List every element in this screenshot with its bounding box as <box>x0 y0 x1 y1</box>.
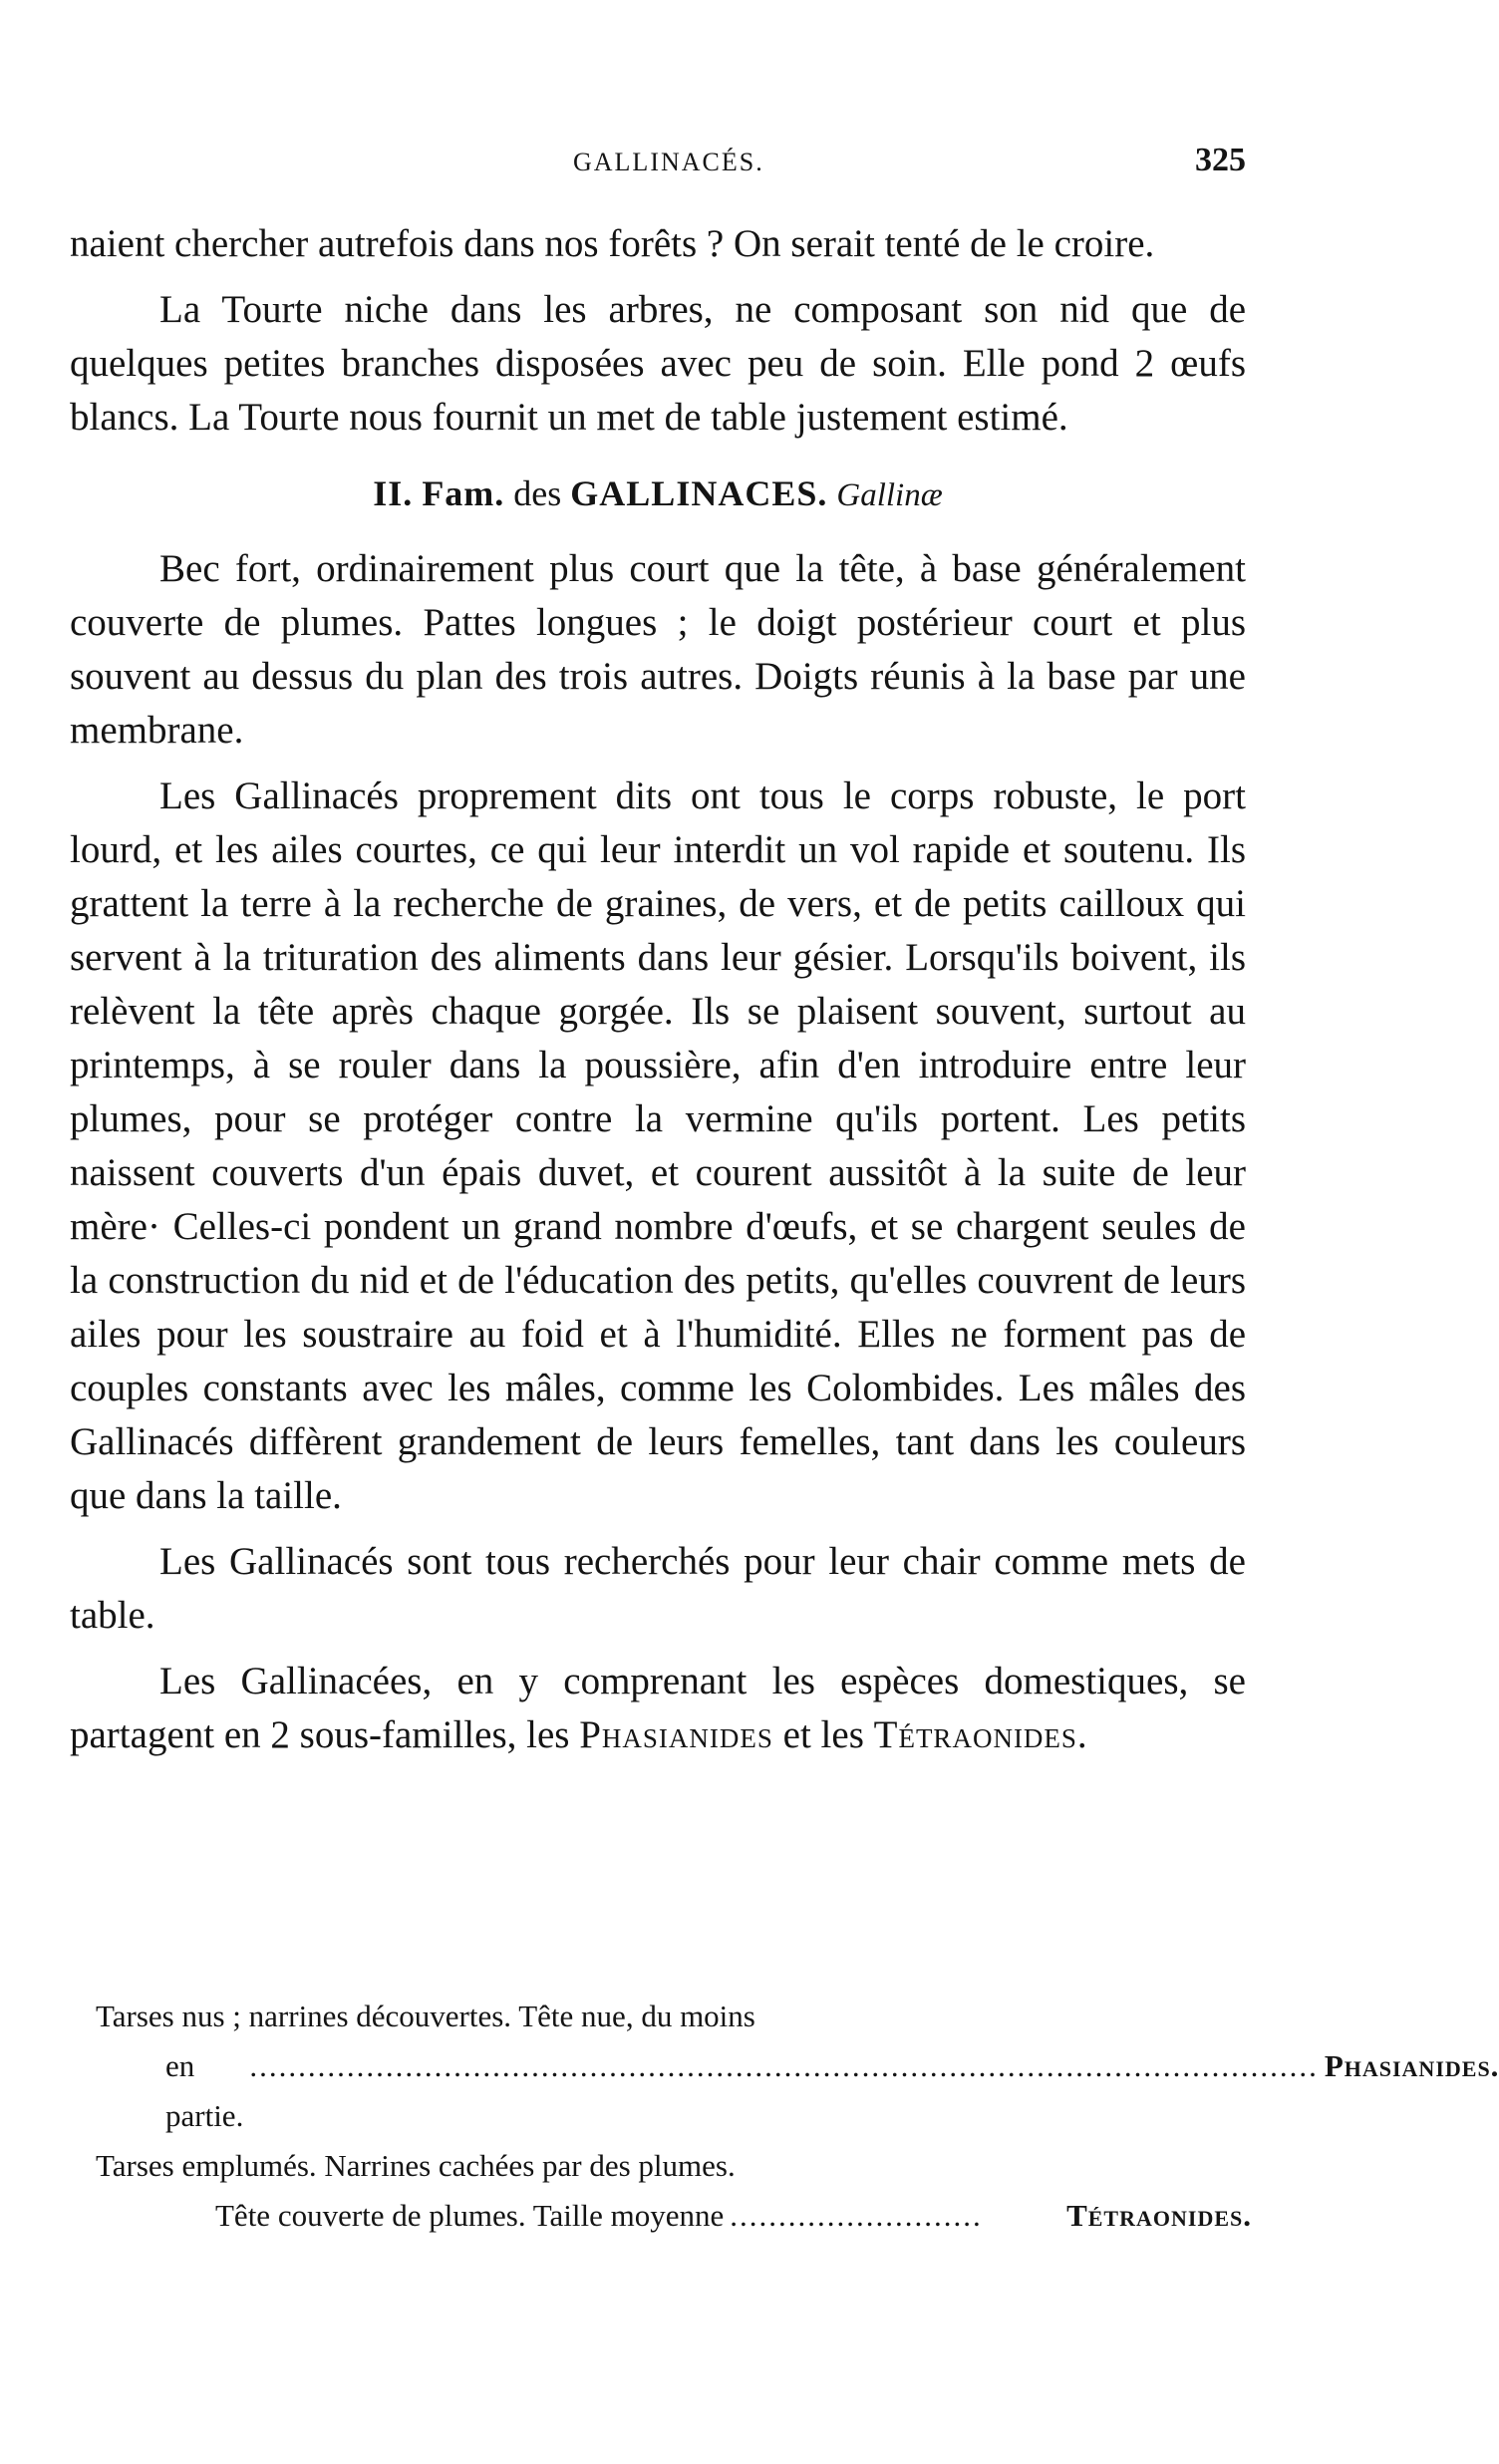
leader-dots: .......................... <box>730 2198 983 2233</box>
key-result-phasianides: Phasianides. <box>1324 2048 1499 2083</box>
subfamily-tetraonides: Tétraonides. <box>873 1713 1088 1756</box>
paragraph-subfamilies <box>70 1655 1246 1762</box>
paragraph-table-use: Les Gallinacés sont tous recherchés pour leur chair comme mets de table. <box>70 1540 1246 1637</box>
key-line-2-text: en partie. <box>165 2048 244 2133</box>
key-result-tetraonides: Tétraonides. <box>1066 2198 1252 2233</box>
key-line-4 <box>96 2191 1252 2241</box>
subfamilies-text-mid: et les <box>782 1713 864 1756</box>
section-heading <box>70 466 1246 522</box>
section-family-name: GALLINACES. <box>570 473 828 513</box>
key-line-3: Tarses emplumés. Narrines cachées par des plumes. <box>96 2148 736 2183</box>
paragraph-characteristics: Bec fort, ordinairement plus court que la tête, à base généralement couverte de plumes. Pattes longues ; le doigt postérieur court et plus souvent au dessus du plan des trois autres. Doigts réunis à la base par une membrane. <box>70 547 1246 752</box>
section-prefix: des <box>513 473 562 513</box>
section-latin-name: Gallinæ <box>836 477 943 513</box>
key-line-2 <box>96 2041 1499 2141</box>
paragraph-tourte-nesting: La Tourte niche dans les arbres, ne composant son nid que de quelques petites branches disposées avec peu de soin. Elle pond 2 œufs blancs. La Tourte nous fournit un met de table justement estimé. <box>70 288 1246 439</box>
running-head <box>70 142 1246 191</box>
paragraph-gallinaces-description: Les Gallinacés proprement dits ont tous le corps robuste, le port lourd, et les ailes courtes, ce qui leur interdit un vol rapide et soutenu. Ils grattent la terre à la recherche de graines, de vers, et de petits cailloux qui servent à la trituration des aliments dans leur gésier. Lorsqu'ils boivent, ils relèvent la tête après chaque gorgée. Ils se plaisent souvent, surtout au printemps, à se rouler dans la poussière, afin d'en introduire entre leur plumes, pour se protéger contre la vermine qu'ils portent. Les petits naissent couverts d'un épais duvet, et courent aussitôt à la suite de leur mère· Celles-ci pondent un grand nombre d'œufs, et se chargent seules de la construction du nid et de l'éducation des petits, qu'elles couvrent de leurs ailes pour les soustraire au foid et à l'humidité. Elles ne forment pas de couples constants avec les mâles, comme les Colombides. Les mâles des Gallinacés diffèrent grandement de leurs femelles, tant dans les couleurs que dans la taille. <box>70 774 1246 1517</box>
page-number: 325 <box>1195 142 1246 178</box>
paragraph-continuation: naient chercher autrefois dans nos forêts ? On serait tenté de le croire. <box>70 222 1155 265</box>
key-line-4-text: Tête couverte de plumes. Taille moyenne <box>215 2198 725 2233</box>
identification-key <box>96 1992 1499 2241</box>
leader-dots: .............................................................................................................. <box>249 2048 1319 2083</box>
running-title: GALLINACÉS. <box>573 148 764 176</box>
key-line-1: Tarses nus ; narrines découvertes. Tête nue, du moins <box>96 1999 755 2033</box>
section-label: Fam. <box>422 473 505 513</box>
section-number: II. <box>373 473 414 513</box>
body-text <box>70 217 1246 1774</box>
subfamily-phasianides: Phasianides <box>579 1713 773 1756</box>
subfamilies-text-start: Les Gallinacées, en y comprenant les espèces domestiques, se partagent en 2 sous-familles, les <box>70 1660 1246 1756</box>
